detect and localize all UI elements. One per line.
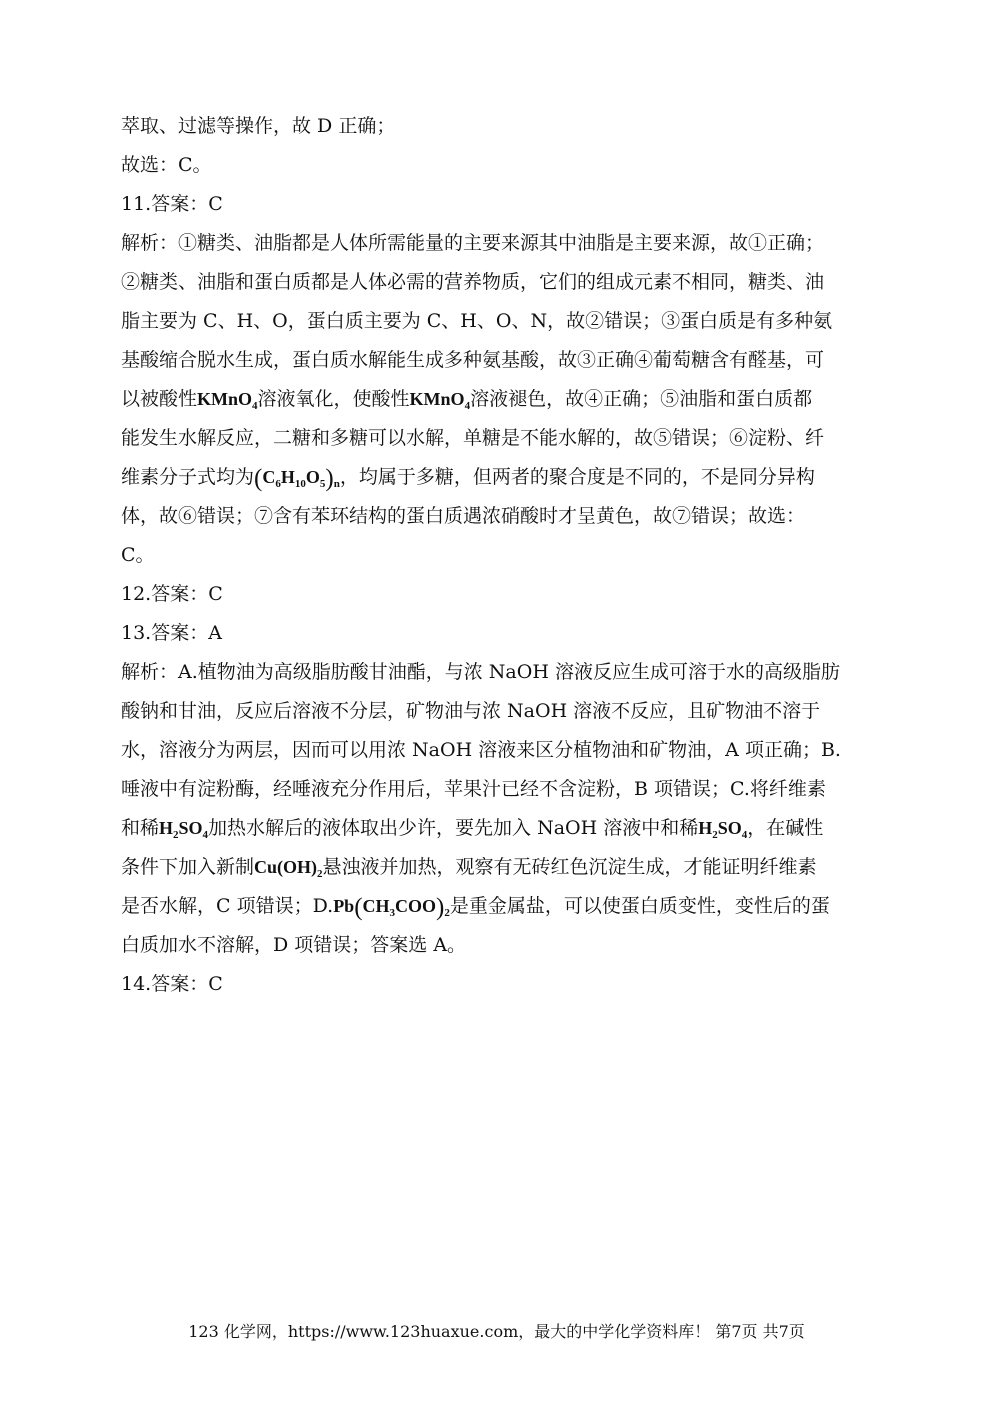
formula-kmno4 — [409, 389, 471, 412]
formula-paren: ) — [325, 465, 334, 492]
page-content — [121, 114, 873, 1011]
text-line: 故选：C。 — [121, 154, 212, 176]
text-line — [121, 387, 873, 426]
text-span: 和稀 — [121, 817, 160, 839]
text-line: 萃取、过滤等操作，故 D 正确； — [121, 115, 396, 137]
formula-part: CH — [362, 896, 390, 916]
formula-part: COO — [395, 896, 437, 916]
text-line — [121, 894, 873, 933]
text-line: 白质加水不溶解，D 项错误；答案选 A。 — [121, 934, 467, 956]
text-line — [121, 816, 873, 855]
text-span: 以被酸性 — [121, 388, 198, 410]
text-line: 能发生水解反应，二糖和多糖可以水解，单糖是不能水解的，故⑤错误；⑥淀粉、纤 — [121, 427, 825, 449]
formula-paren: ( — [354, 894, 363, 921]
page-footer: 123 化学网，https://www.123huaxue.com，最大的中学化学资料库！ 第7页 共7页 — [188, 1322, 805, 1341]
formula-subscript: 4 — [464, 400, 471, 412]
formula-cuoh2 — [254, 857, 323, 880]
formula-subscript: 4 — [741, 829, 748, 841]
text-line: C。 — [121, 544, 155, 566]
formula-subscript: 2 — [712, 829, 718, 841]
formula-part: C — [262, 467, 276, 487]
text-line: 唾液中有淀粉酶，经唾液充分作用后，苹果汁已经不含淀粉，B 项错误；C.将纤维素 — [121, 778, 826, 800]
formula-part: SO — [717, 818, 742, 838]
formula-part: O — [305, 467, 320, 487]
answer-heading: 11.答案：C — [121, 193, 223, 215]
text-span: 溶液褪色，故④正确；⑤油脂和蛋白质都 — [470, 388, 813, 410]
text-line: 脂主要为 C、H、O，蛋白质主要为 C、H、O、N，故②错误；③蛋白质是有多种氨 — [121, 310, 833, 332]
formula-subscript: 2 — [173, 829, 179, 841]
answer-heading: 14.答案：C — [121, 973, 223, 995]
formula-subscript: 2 — [444, 907, 450, 919]
text-line: 解析：①糖类、油脂都是人体所需能量的主要来源其中油脂是主要来源，故①正确； — [121, 232, 825, 254]
text-span: 溶液氧化，使酸性 — [257, 388, 410, 410]
formula-subscript: n — [333, 478, 340, 490]
formula-subscript: 2 — [317, 868, 323, 880]
text-line — [121, 465, 873, 504]
answer-heading: 13.答案：A — [121, 622, 222, 644]
formula-part: Cu(OH) — [254, 857, 318, 877]
text-line: 体，故⑥错误；⑦含有苯环结构的蛋白质遇浓硝酸时才呈黄色，故⑦错误；故选： — [121, 505, 806, 527]
formula-subscript: 4 — [202, 829, 209, 841]
formula-part: H — [280, 467, 295, 487]
text-span: ，在碱性 — [747, 817, 824, 839]
text-span: 悬浊液并加热，观察有无砖红色沉淀生成，才能证明纤维素 — [322, 856, 817, 878]
formula-part: KMnO — [197, 389, 253, 409]
formula-h2so4 — [159, 818, 209, 841]
formula-paren: ) — [436, 894, 445, 921]
formula-subscript: 3 — [389, 907, 396, 919]
formula-paren: ( — [254, 465, 263, 492]
text-span: 条件下加入新制 — [121, 856, 255, 878]
text-span: 维素分子式均为 — [121, 466, 255, 488]
formula-h2so4 — [698, 818, 748, 841]
text-span: 是否水解，C 项错误；D. — [121, 895, 334, 917]
text-span: 是重金属盐，可以使蛋白质变性，变性后的蛋 — [449, 895, 830, 917]
formula-subscript: 10 — [294, 478, 306, 490]
text-span: 加热水解后的液体取出少许，要先加入 NaOH 溶液中和稀 — [208, 817, 699, 839]
text-line: 水，溶液分为两层，因而可以用浓 NaOH 溶液来区分植物油和矿物油，A 项正确；B. — [121, 739, 841, 761]
text-line — [121, 855, 873, 894]
formula-part: KMnO — [409, 389, 465, 409]
answer-heading: 12.答案：C — [121, 583, 223, 605]
formula-kmno4 — [197, 389, 258, 412]
formula-subscript: 6 — [275, 478, 281, 490]
text-line: ②糖类、油脂和蛋白质都是人体必需的营养物质，它们的组成元素不相同，糖类、油 — [121, 271, 825, 293]
text-line: 基酸缩合脱水生成，蛋白质水解能生成多种氨基酸，故③正确④葡萄糖含有醛基，可 — [121, 349, 825, 371]
text-span: ，均属于多糖，但两者的聚合度是不同的，不是同分异构 — [339, 466, 815, 488]
text-line: 解析：A.植物油为高级脂肪酸甘油酯，与浓 NaOH 溶液反应生成可溶于水的高级脂肪 — [121, 661, 840, 683]
text-line: 酸钠和甘油，反应后溶液不分层，矿物油与浓 NaOH 溶液不反应，且矿物油不溶于 — [121, 700, 821, 722]
formula-part: Pb — [333, 896, 355, 916]
formula-subscript: 4 — [252, 400, 258, 412]
formula-part: H — [159, 818, 174, 838]
formula-part: H — [698, 818, 713, 838]
formula-subscript: 5 — [319, 478, 326, 490]
formula-part: SO — [178, 818, 203, 838]
formula-cellulose — [254, 465, 340, 492]
formula-lead-acetate — [333, 894, 450, 921]
